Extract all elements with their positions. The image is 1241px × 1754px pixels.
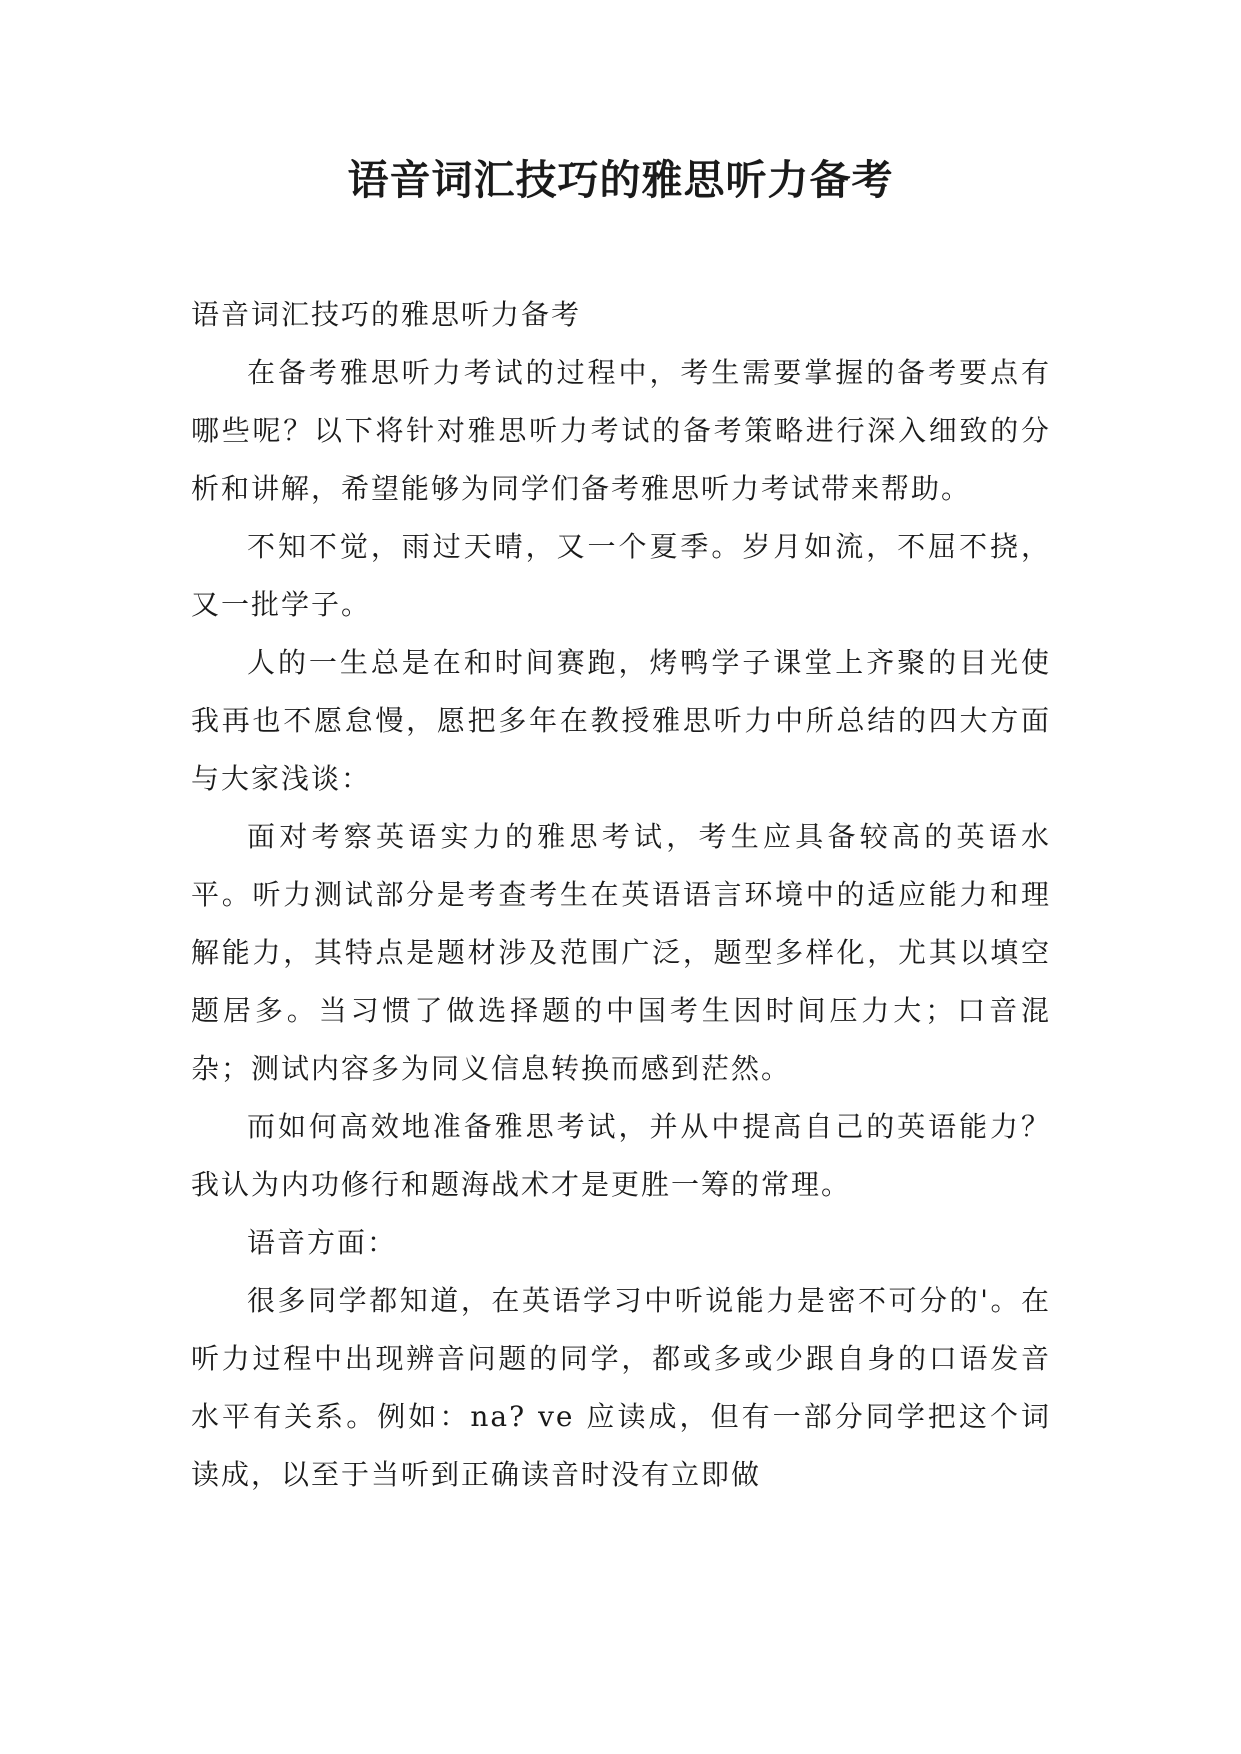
- paragraph-season: 不知不觉，雨过天晴，又一个夏季。岁月如流，不屈不挠，又一批学子。: [191, 530, 1051, 621]
- paragraph-intro: 在备考雅思听力考试的过程中，考生需要掌握的备考要点有哪些呢？以下将针对雅思听力考试的备考策略进行深入细致的分析和讲解，希望能够为同学们备考雅思听力考试带来帮助。: [191, 356, 1051, 505]
- document-subtitle: 语音词汇技巧的雅思听力备考: [191, 298, 582, 331]
- section-heading-pronunciation: 语音方面：: [247, 1226, 398, 1259]
- paragraph-four-aspects: 人的一生总是在和时间赛跑，烤鸭学子课堂上齐聚的目光使我再也不愿怠慢，愿把多年在教授雅思听力中所总结的四大方面与大家浅谈：: [191, 646, 1051, 795]
- document-title: 语音词汇技巧的雅思听力备考: [347, 156, 894, 204]
- paragraph-preparation: 而如何高效地准备雅思考试，并从中提高自己的英语能力？我认为内功修行和题海战术才是更胜一筹的常理。: [191, 1110, 1051, 1201]
- document-body: [191, 286, 1051, 1504]
- paragraph-pronunciation: 很多同学都知道，在英语学习中听说能力是密不可分的'。在听力过程中出现辨音问题的同学，都或多或少跟自身的口语发音水平有关系。例如：na? ve 应读成，但有一部分同学把这个词读成，以至于当听到正确读音时没有立即做: [191, 1284, 1051, 1491]
- paragraph-exam-features: 面对考察英语实力的雅思考试，考生应具备较高的英语水平。听力测试部分是考查考生在英语语言环境中的适应能力和理解能力，其特点是题材涉及范围广泛，题型多样化，尤其以填空题居多。当习惯了做选择题的中国考生因时间压力大；口音混杂；测试内容多为同义信息转换而感到茫然。: [191, 820, 1051, 1085]
